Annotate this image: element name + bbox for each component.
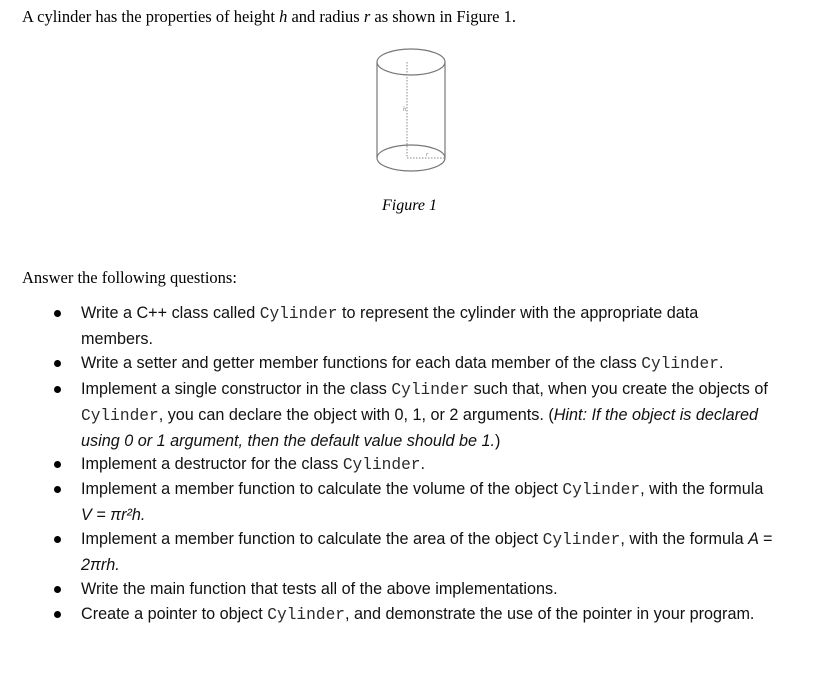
hint-text: Hint: If the object is declared using 0 or 1 argument, then the default value should be 1. (81, 406, 758, 450)
item-text: , and demonstrate the use of the pointer in your program. (345, 605, 755, 623)
list-item-setter-getter (81, 351, 806, 377)
list-item-main (81, 577, 806, 602)
cylinder-top-ellipse (377, 49, 445, 75)
bullet-dot (54, 611, 61, 618)
cylinder-figure (372, 40, 450, 180)
code-cylinder: Cylinder (641, 355, 719, 373)
item-text: , with the formula (620, 530, 749, 548)
list-item-volume (81, 477, 771, 528)
area-formula: A = 2πrh. (81, 530, 773, 574)
height-symbol: h (279, 7, 288, 26)
bullet-dot (54, 360, 61, 367)
answer-heading: Answer the following questions: (22, 268, 237, 287)
code-cylinder: Cylinder (342, 456, 421, 474)
figure-caption: Figure 1 (382, 197, 437, 214)
item-text: , you can declare the object with 0, 1, or 2 arguments. ( (158, 406, 554, 424)
height-label: h (403, 107, 406, 113)
item-text: to represent the cylinder with the appropriate data members. (81, 304, 699, 348)
intro-suffix: as shown in Figure 1. (370, 7, 517, 26)
item-text: , with the formula (640, 480, 764, 498)
radius-symbol: r (363, 7, 371, 26)
item-text: . (718, 354, 724, 372)
item-text: . (420, 455, 426, 473)
bullet-dot (54, 486, 61, 493)
bullet-dot (54, 586, 61, 593)
item-text: Write the main function that tests all of the above implementations. (81, 580, 558, 598)
volume-formula: V = πr²h. (81, 506, 146, 524)
code-cylinder: Cylinder (259, 305, 338, 323)
list-item-class (81, 301, 741, 352)
item-text: such that, when you create the objects of (469, 380, 768, 398)
item-text: Implement a destructor for the class (81, 455, 343, 473)
intro-middle: and radius (287, 7, 364, 26)
code-cylinder: Cylinder (542, 531, 621, 549)
code-cylinder: Cylinder (391, 381, 470, 399)
code-cylinder: Cylinder (267, 606, 345, 624)
item-text: Create a pointer to object (81, 605, 268, 623)
item-text: ) (494, 432, 501, 450)
intro-sentence (22, 7, 516, 27)
list-item-destructor (81, 452, 806, 478)
list-item-constructor (81, 377, 796, 454)
radius-label: r (426, 152, 429, 158)
bullet-dot (54, 386, 61, 393)
bullet-dot (54, 536, 61, 543)
item-text: Implement a single constructor in the class (81, 380, 392, 398)
list-item-area (81, 527, 811, 578)
item-text: Write a setter and getter member functions for each data member of the class (81, 354, 642, 372)
item-text: Implement a member function to calculate the area of the object (81, 530, 543, 548)
bullet-dot (54, 461, 61, 468)
list-item-pointer (81, 602, 821, 628)
intro-prefix: A cylinder has the properties of height (22, 7, 280, 26)
code-cylinder: Cylinder (81, 407, 159, 425)
code-cylinder: Cylinder (562, 481, 641, 499)
bullet-dot (54, 310, 61, 317)
item-text: Write a C++ class called (81, 304, 260, 322)
item-text: Implement a member function to calculate the volume of the object (81, 480, 563, 498)
